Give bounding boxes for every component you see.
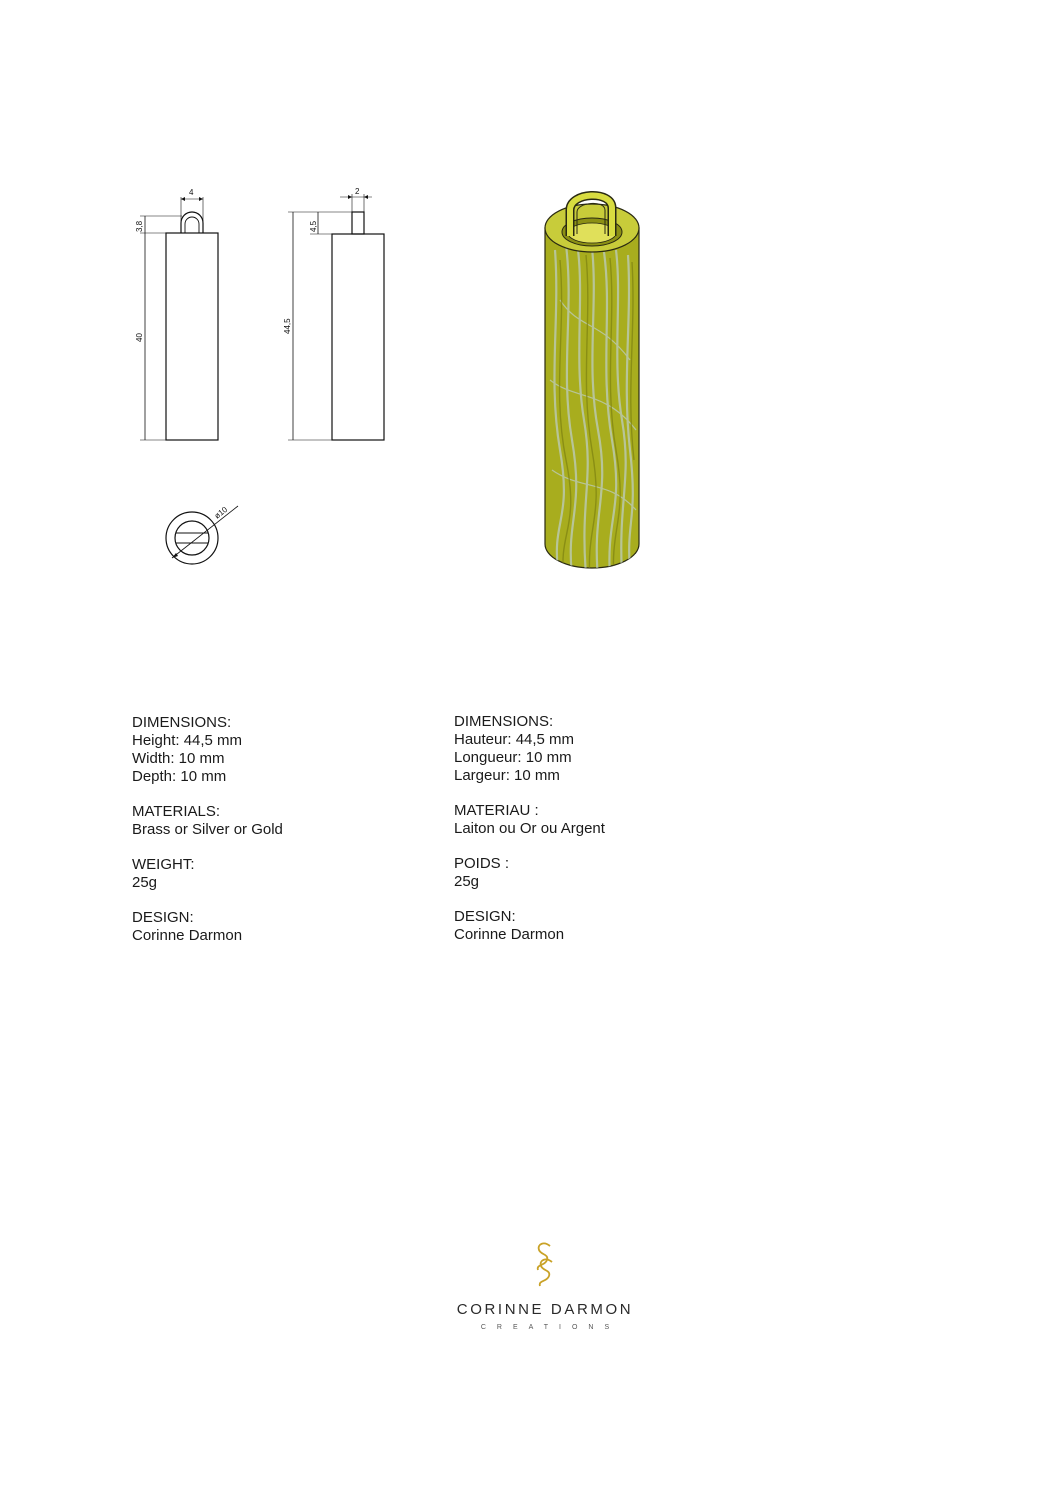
materials-block (132, 803, 283, 839)
weight-block (132, 856, 283, 892)
weight-value-fr: 25g (454, 873, 480, 890)
design-heading: DESIGN: (132, 909, 194, 926)
dimensions-heading-fr: DIMENSIONS: (454, 713, 554, 730)
width-value: Width: 10 mm (132, 750, 225, 767)
width-value-fr: Largeur: 10 mm (454, 767, 560, 784)
design-heading-fr: DESIGN: (454, 908, 516, 925)
front-view (140, 197, 218, 440)
depth-value: Depth: 10 mm (132, 768, 227, 785)
dimensions-block (132, 714, 283, 786)
dimensions-heading: DIMENSIONS: (132, 714, 232, 731)
side-view (288, 194, 384, 440)
weight-block-fr (454, 855, 605, 891)
front-loop-height-label: 3,8 (135, 220, 144, 232)
dimensions-block-fr (454, 713, 605, 785)
top-view (166, 506, 238, 564)
logo-brand-name: CORINNE DARMON (456, 1301, 634, 1318)
side-view-loop (352, 212, 364, 234)
height-value: Height: 44,5 mm (132, 732, 243, 749)
materials-heading: MATERIALS: (132, 803, 221, 820)
designer-name: Corinne Darmon (132, 927, 243, 944)
front-view-loop (181, 212, 203, 233)
materials-heading-fr: MATERIAU : (454, 802, 539, 819)
technical-drawing (0, 0, 1058, 700)
weight-value: 25g (132, 874, 158, 891)
side-total-height-label: 44,5 (283, 318, 292, 334)
materials-value: Brass or Silver or Gold (132, 821, 283, 838)
weight-heading: WEIGHT: (132, 856, 195, 873)
design-block-fr (454, 908, 605, 944)
side-loop-height-label: 4,5 (309, 220, 318, 232)
materials-value-fr: Laiton ou Or ou Argent (454, 820, 605, 837)
designer-name-fr: Corinne Darmon (454, 926, 565, 943)
side-width-label: 2 (355, 187, 360, 196)
specs-french (454, 713, 605, 961)
pendant-render (545, 195, 639, 580)
length-value-fr: Longueur: 10 mm (454, 749, 572, 766)
logo-mark-icon (530, 1240, 560, 1288)
side-view-body (332, 234, 384, 440)
height-value-fr: Hauteur: 44,5 mm (454, 731, 575, 748)
design-block (132, 909, 283, 945)
front-body-height-label: 40 (135, 333, 144, 342)
brand-logo (440, 1240, 650, 1331)
front-width-label: 4 (189, 188, 194, 197)
logo-subtitle: CREATIONS (480, 1324, 621, 1331)
front-view-body (166, 233, 218, 440)
materials-block-fr (454, 802, 605, 838)
specs-english (132, 714, 283, 962)
weight-heading-fr: POIDS : (454, 855, 510, 872)
diameter-label: ø10 (212, 504, 230, 521)
